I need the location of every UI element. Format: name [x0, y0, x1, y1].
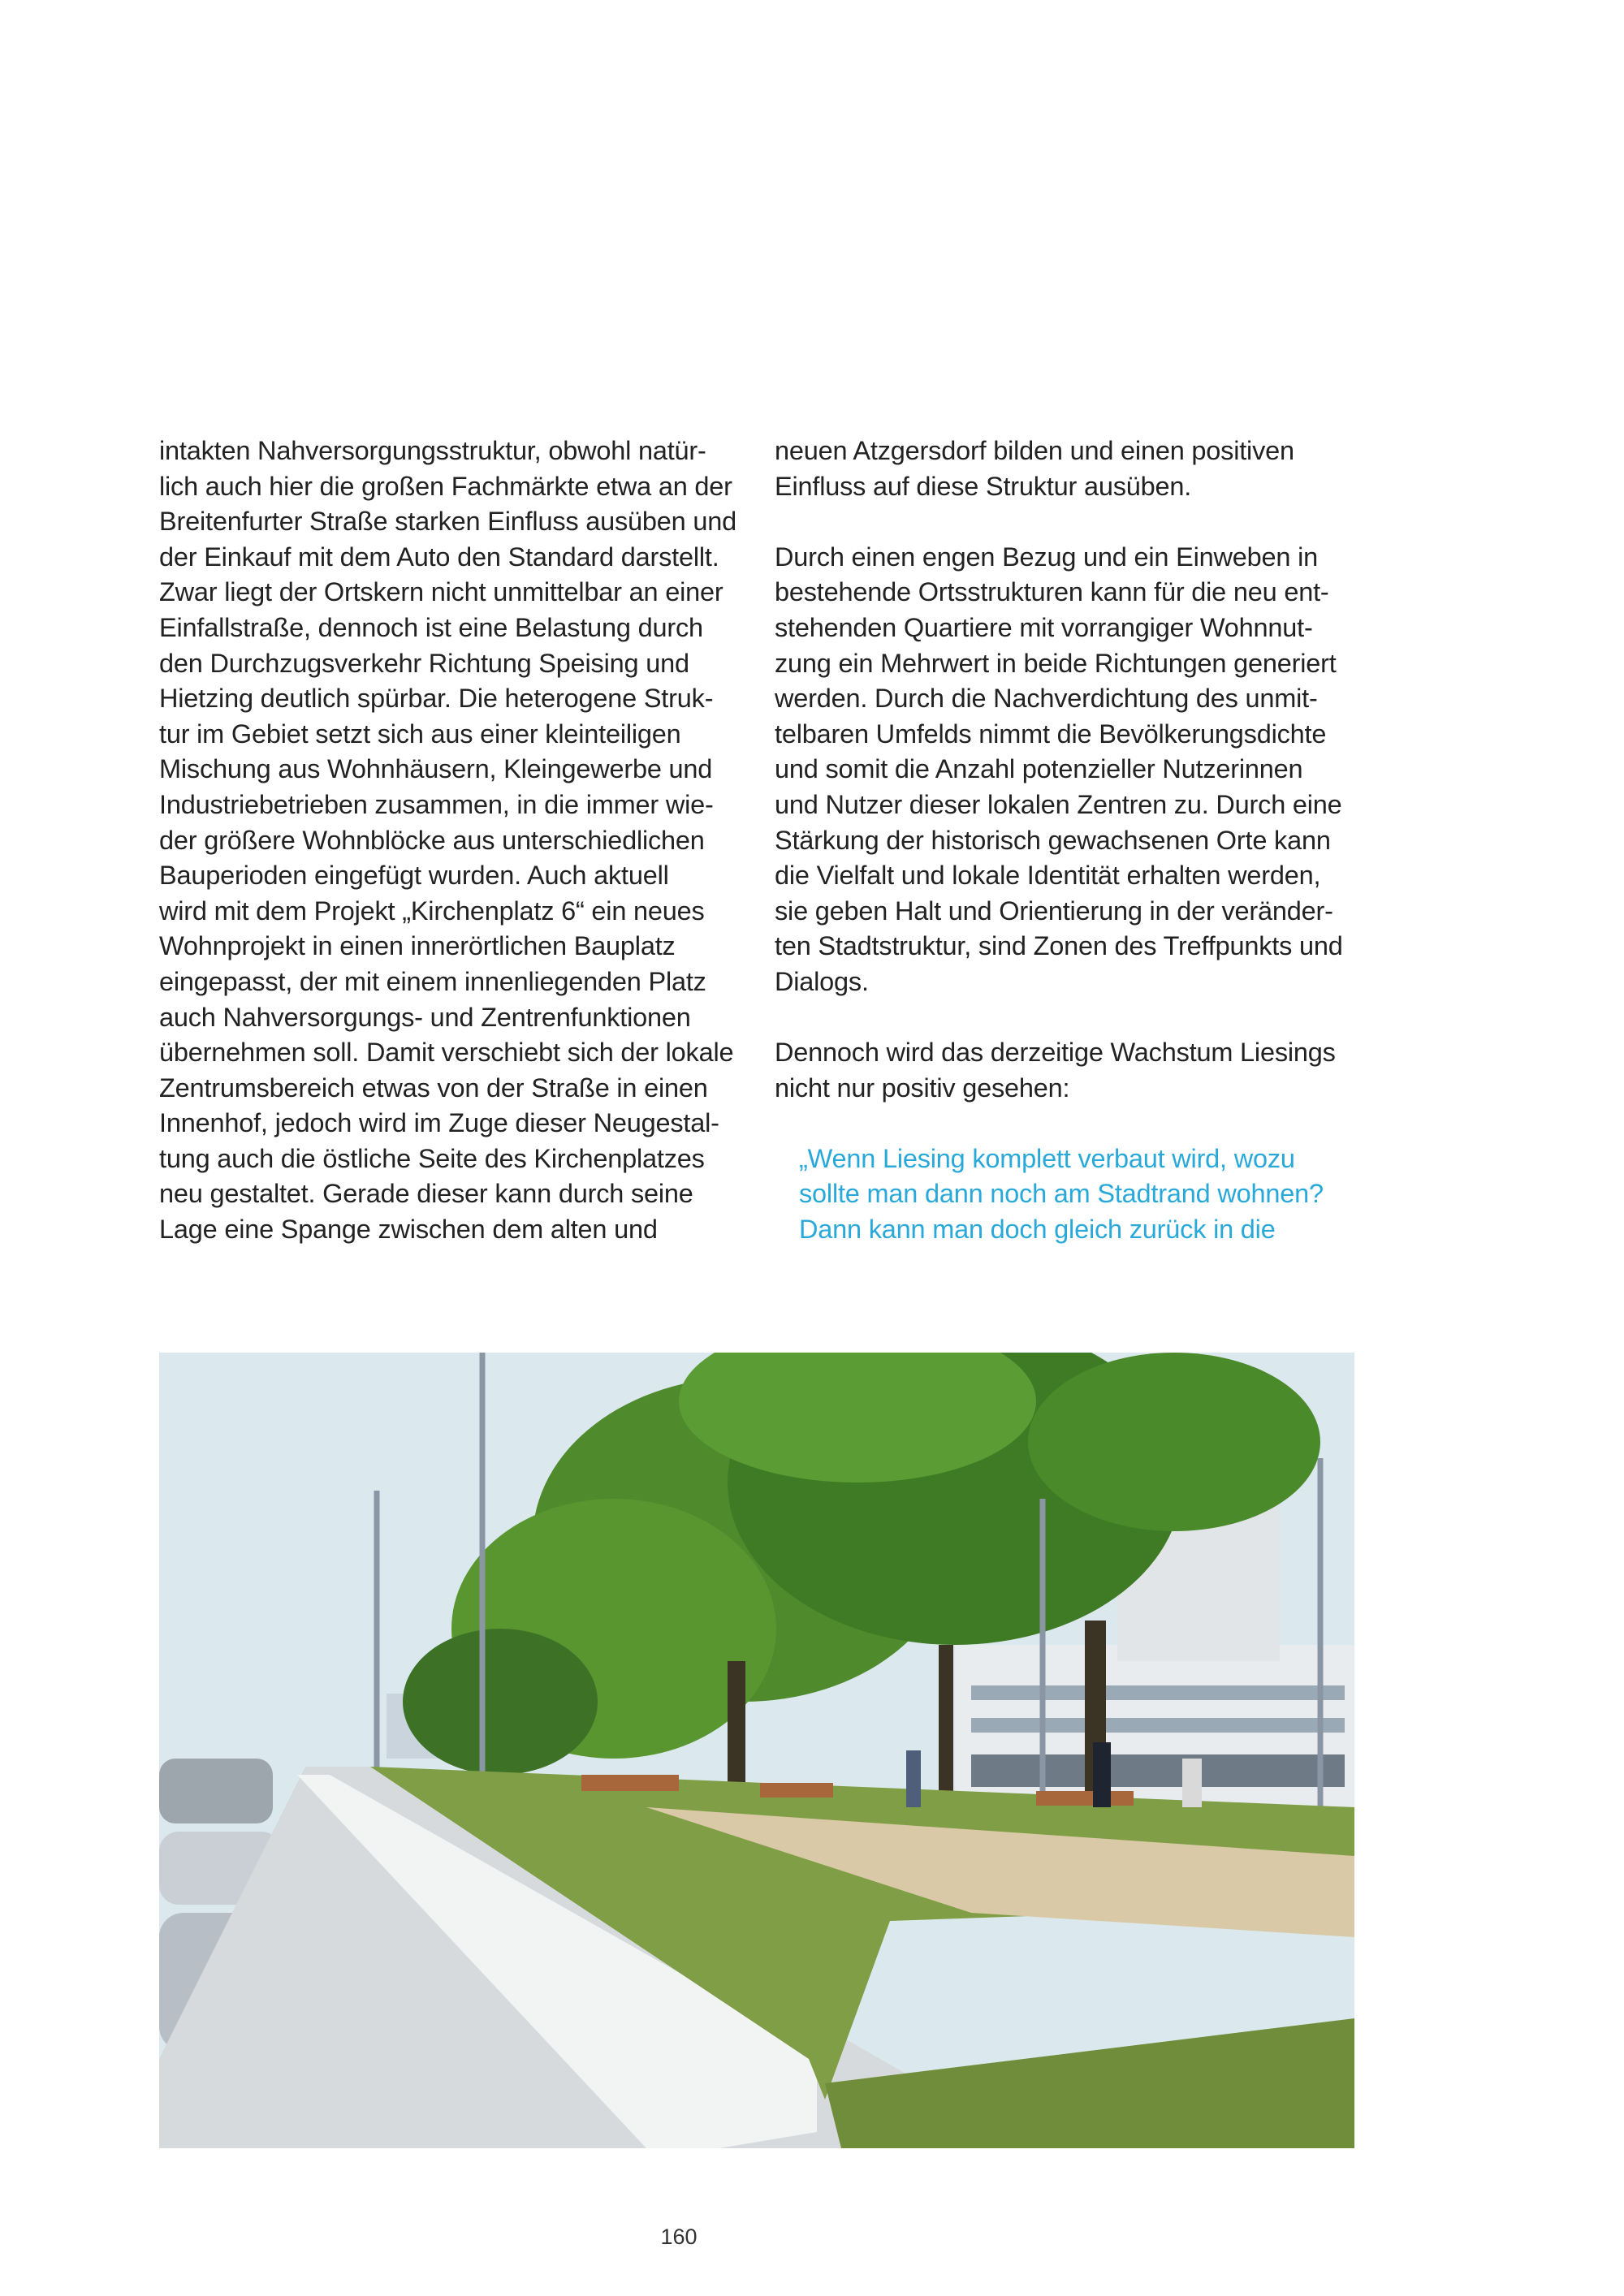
body-line: tung auch die östliche Seite des Kirchenplatzes	[159, 1143, 705, 1173]
body-line: Dialogs.	[775, 966, 869, 996]
body-line: Zwar liegt der Ortskern nicht unmittelbar an einer	[159, 577, 723, 607]
body-line: wird mit dem Projekt „Kirchenplatz 6“ ein neues	[159, 896, 705, 926]
body-line: die Vielfalt und lokale Identität erhalten werden,	[775, 861, 1321, 891]
paragraph-gap	[775, 1106, 1359, 1142]
body-line: Industriebetrieben zusammen, in die immer wie-	[159, 789, 714, 819]
body-line: Lage eine Spange zwischen dem alten und	[159, 1215, 658, 1245]
right-text-column	[775, 434, 1359, 1248]
body-line: Mischung aus Wohnhäusern, Kleingewerbe und	[159, 754, 713, 784]
paragraph-1	[775, 434, 1359, 504]
paragraph-gap	[775, 504, 1359, 540]
body-line: Hietzing deutlich spürbar. Die heterogene Struk-	[159, 684, 714, 714]
body-line: intakten Nahversorgungsstruktur, obwohl natür-	[159, 436, 706, 465]
body-line: Dennoch wird das derzeitige Wachstum Liesings	[775, 1038, 1336, 1068]
quote-line: Dann kann man doch gleich zurück in die	[799, 1215, 1276, 1245]
body-line: eingepasst, der mit einem innenliegenden Platz	[159, 966, 706, 996]
left-text-column	[159, 434, 744, 1248]
street-photo	[159, 1353, 1354, 2148]
quote-line: sollte man dann noch am Stadtrand wohnen?	[799, 1179, 1324, 1209]
body-line: der größere Wohnblöcke aus unterschiedlichen	[159, 825, 705, 855]
body-line: Einfallstraße, dennoch ist eine Belastung durch	[159, 612, 703, 642]
body-line: zung ein Mehrwert in beide Richtungen generiert	[775, 648, 1337, 678]
body-line: übernehmen soll. Damit verschiebt sich der lokale	[159, 1038, 734, 1068]
body-line: neuen Atzgersdorf bilden und einen positiven	[775, 436, 1294, 465]
body-line: tur im Gebiet setzt sich aus einer kleinteiligen	[159, 719, 681, 749]
body-line: ten Stadtstruktur, sind Zonen des Treffpunkts und	[775, 931, 1343, 961]
body-line: stehenden Quartiere mit vorrangiger Wohnnut-	[775, 612, 1313, 642]
quote-line: „Wenn Liesing komplett verbaut wird, wozu	[799, 1143, 1295, 1173]
body-line: auch Nahversorgungs- und Zentrenfunktionen	[159, 1002, 691, 1032]
paragraph-3	[775, 1035, 1359, 1106]
body-line: Zentrumsbereich etwas von der Straße in einen	[159, 1072, 708, 1103]
body-line: neu gestaltet. Gerade dieser kann durch seine	[159, 1179, 693, 1209]
body-line: den Durchzugsverkehr Richtung Speising und	[159, 648, 689, 678]
paragraph-2	[775, 540, 1359, 1000]
body-line: Einfluss auf diese Struktur ausüben.	[775, 471, 1192, 501]
body-line: sie geben Halt und Orientierung in der veränder-	[775, 896, 1333, 926]
body-line: werden. Durch die Nachverdichtung des unmit-	[775, 684, 1318, 714]
paragraph-gap	[775, 1000, 1359, 1036]
body-line: Durch einen engen Bezug und ein Einweben in	[775, 542, 1318, 572]
body-line: nicht nur positiv gesehen:	[775, 1072, 1070, 1103]
body-line: und somit die Anzahl potenzieller Nutzerinnen	[775, 754, 1303, 784]
pull-quote	[775, 1142, 1359, 1248]
body-line: lich auch hier die großen Fachmärkte etwa an der	[159, 471, 732, 501]
body-line: bestehende Ortsstrukturen kann für die neu ent-	[775, 577, 1329, 607]
body-line: Innenhof, jedoch wird im Zuge dieser Neugestal-	[159, 1108, 719, 1138]
body-line: Wohnprojekt in einen innerörtlichen Bauplatz	[159, 931, 676, 961]
body-line: Breitenfurter Straße starken Einfluss ausüben und	[159, 507, 737, 537]
body-line: Stärkung der historisch gewachsenen Orte kann	[775, 825, 1331, 855]
body-line: telbaren Umfelds nimmt die Bevölkerungsdichte	[775, 719, 1327, 749]
body-line: und Nutzer dieser lokalen Zentren zu. Durch eine	[775, 789, 1342, 819]
body-line: der Einkauf mit dem Auto den Standard darstellt.	[159, 542, 719, 572]
page-number: 160	[660, 2225, 698, 2249]
body-line: Bauperioden eingefügt wurden. Auch aktuell	[159, 861, 669, 891]
